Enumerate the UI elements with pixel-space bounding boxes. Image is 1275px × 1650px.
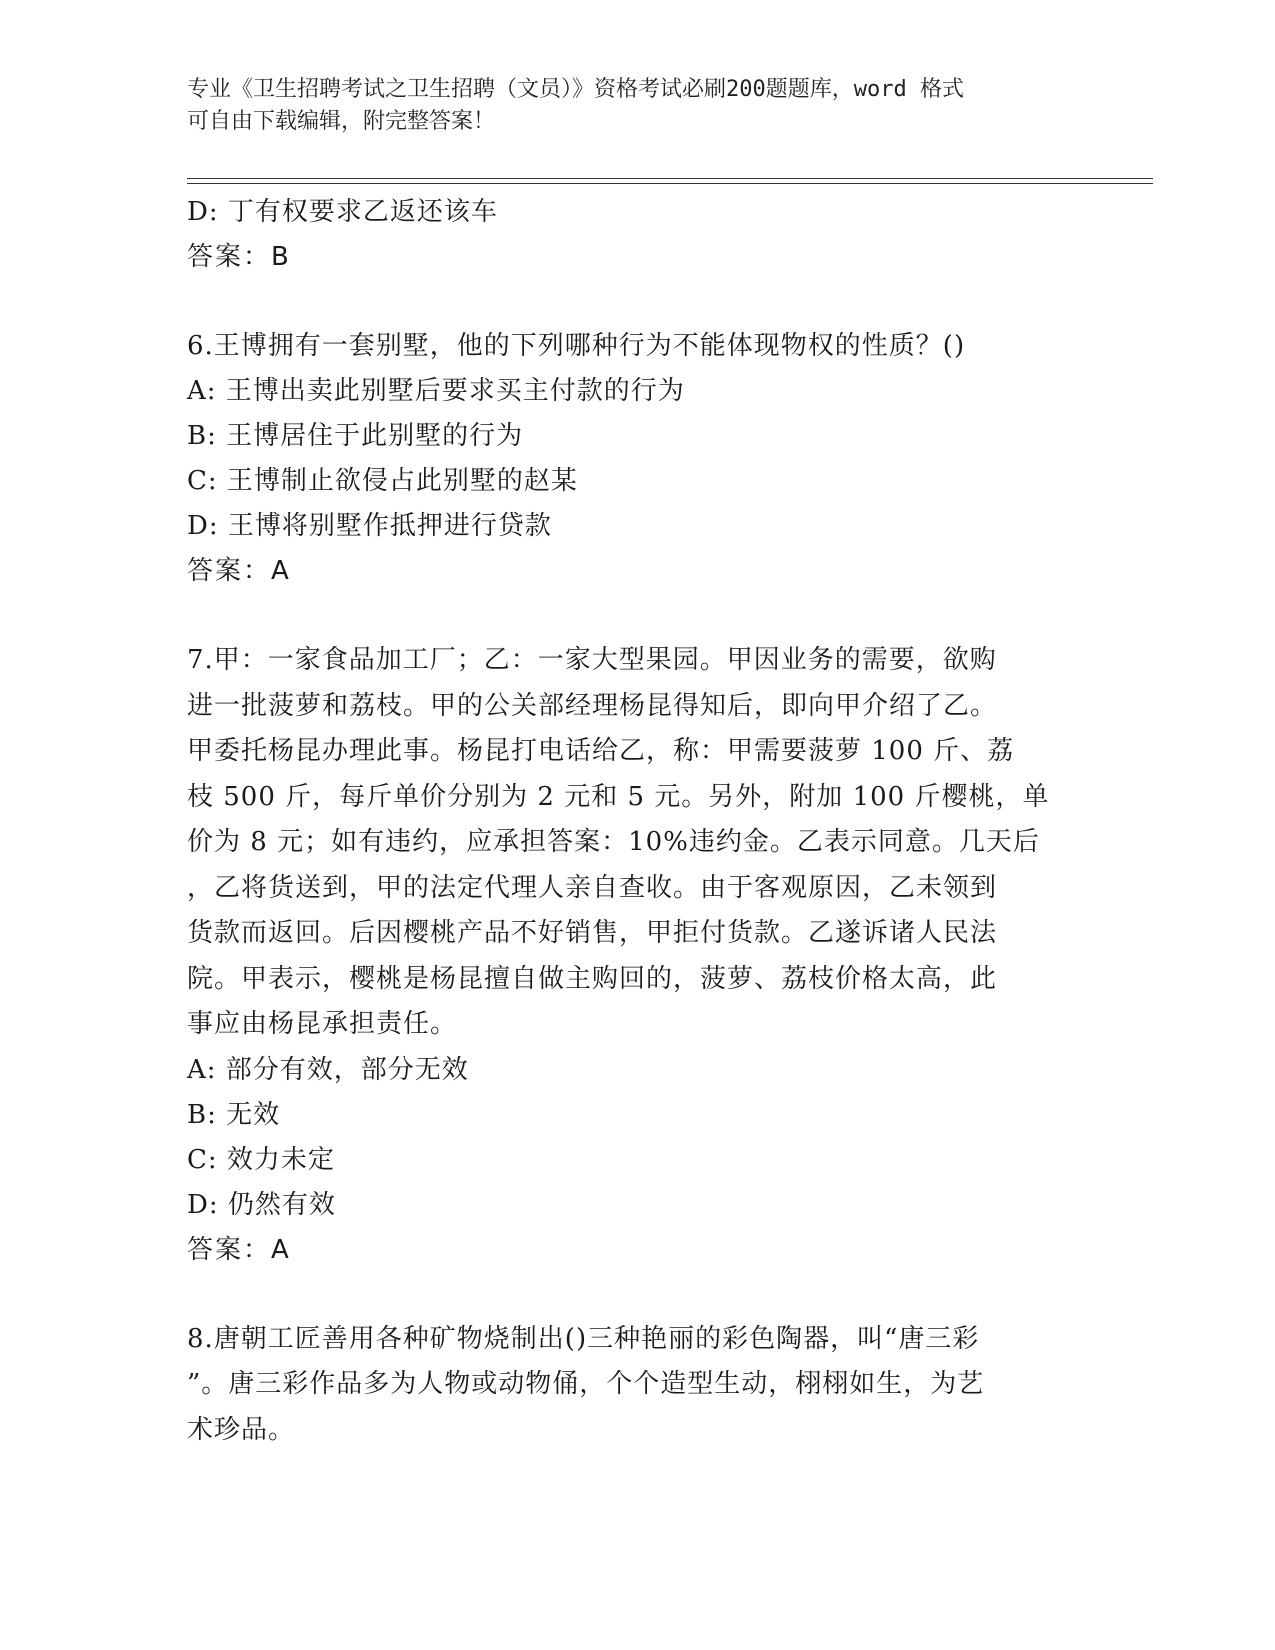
- q7-option-a: A: 部分有效，部分无效: [187, 1054, 469, 1085]
- q5-answer: 答案：B: [187, 242, 291, 272]
- q7-stem-line: 枝 500 斤，每斤单价分别为 2 元和 5 元。另外，附加 100 斤樱桃，单: [187, 781, 1050, 812]
- q7-stem-line: ，乙将货送到，甲的法定代理人亲自查收。由于客观原因，乙未领到: [187, 872, 998, 903]
- q6-option-d: D: 王博将别墅作抵押进行贷款: [187, 511, 552, 541]
- q7-option-c: C: 效力未定: [187, 1144, 335, 1175]
- question-spacer: [187, 280, 1067, 324]
- q6-answer: 答案：A: [187, 556, 291, 586]
- q6-option-c: C: 王博制止欲侵占此别墅的赵某: [187, 466, 578, 496]
- q7-stem-line: 7.甲：一家食品加工厂；乙：一家大型果园。甲因业务的需要，欲购: [187, 645, 997, 675]
- header-title-line-2: 可自由下载编辑，附完整答案！: [187, 109, 496, 134]
- q7-stem-line: 货款而返回。后因樱桃产品不好销售，甲拒付货款。乙遂诉诸人民法: [187, 918, 998, 948]
- q7-stem-line: 甲委托杨昆办理此事。杨昆打电话给乙，称：甲需要菠萝 100 斤、荔: [187, 736, 1015, 766]
- q8-stem: [187, 1317, 1067, 1454]
- q7-stem-line: 事应由杨昆承担责任。: [187, 1009, 458, 1039]
- header-divider-bottom: [187, 183, 1153, 184]
- question-spacer: [187, 594, 1067, 638]
- q6-option-a: A: 王博出卖此别墅后要求买主付款的行为: [187, 376, 685, 406]
- q8-stem-line: 8.唐朝工匠善用各种矿物烧制出()三种艳丽的彩色陶器，叫“唐三彩: [187, 1323, 980, 1354]
- question-content: [187, 190, 1067, 1453]
- q5-option-d: D: 丁有权要求乙返还该车: [187, 197, 498, 227]
- q7-stem-line: 进一批菠萝和荔枝。甲的公关部经理杨昆得知后，即向甲介绍了乙。: [187, 690, 998, 721]
- q7-stem-line: 价为 8 元；如有违约，应承担答案：10%违约金。乙表示同意。几天后: [187, 827, 1040, 857]
- question-spacer: [187, 1273, 1067, 1317]
- header-title-line-1: 专业《卫生招聘考试之卫生招聘（文员）》资格考试必刷200题题库，word 格式: [187, 77, 964, 102]
- document-header: [187, 74, 1067, 138]
- q7-stem: [187, 638, 1067, 1048]
- q7-answer: 答案：A: [187, 1234, 291, 1265]
- q6-option-b: B: 王博居住于此别墅的行为: [187, 421, 524, 451]
- q7-stem-line: 院。甲表示，樱桃是杨昆擅自做主购回的，菠萝、荔枝价格太高，此: [187, 963, 998, 994]
- q7-option-d: D: 仍然有效: [187, 1189, 336, 1220]
- header-divider-top: [187, 178, 1153, 179]
- q8-stem-line: ”。唐三彩作品多为人物或动物俑，个个造型生动，栩栩如生，为艺: [187, 1369, 985, 1399]
- q8-stem-line: 术珍品。: [187, 1414, 296, 1445]
- q7-option-b: B: 无效: [187, 1099, 281, 1130]
- q6-stem: 6.王博拥有一套别墅，他的下列哪种行为不能体现物权的性质？(): [187, 331, 966, 361]
